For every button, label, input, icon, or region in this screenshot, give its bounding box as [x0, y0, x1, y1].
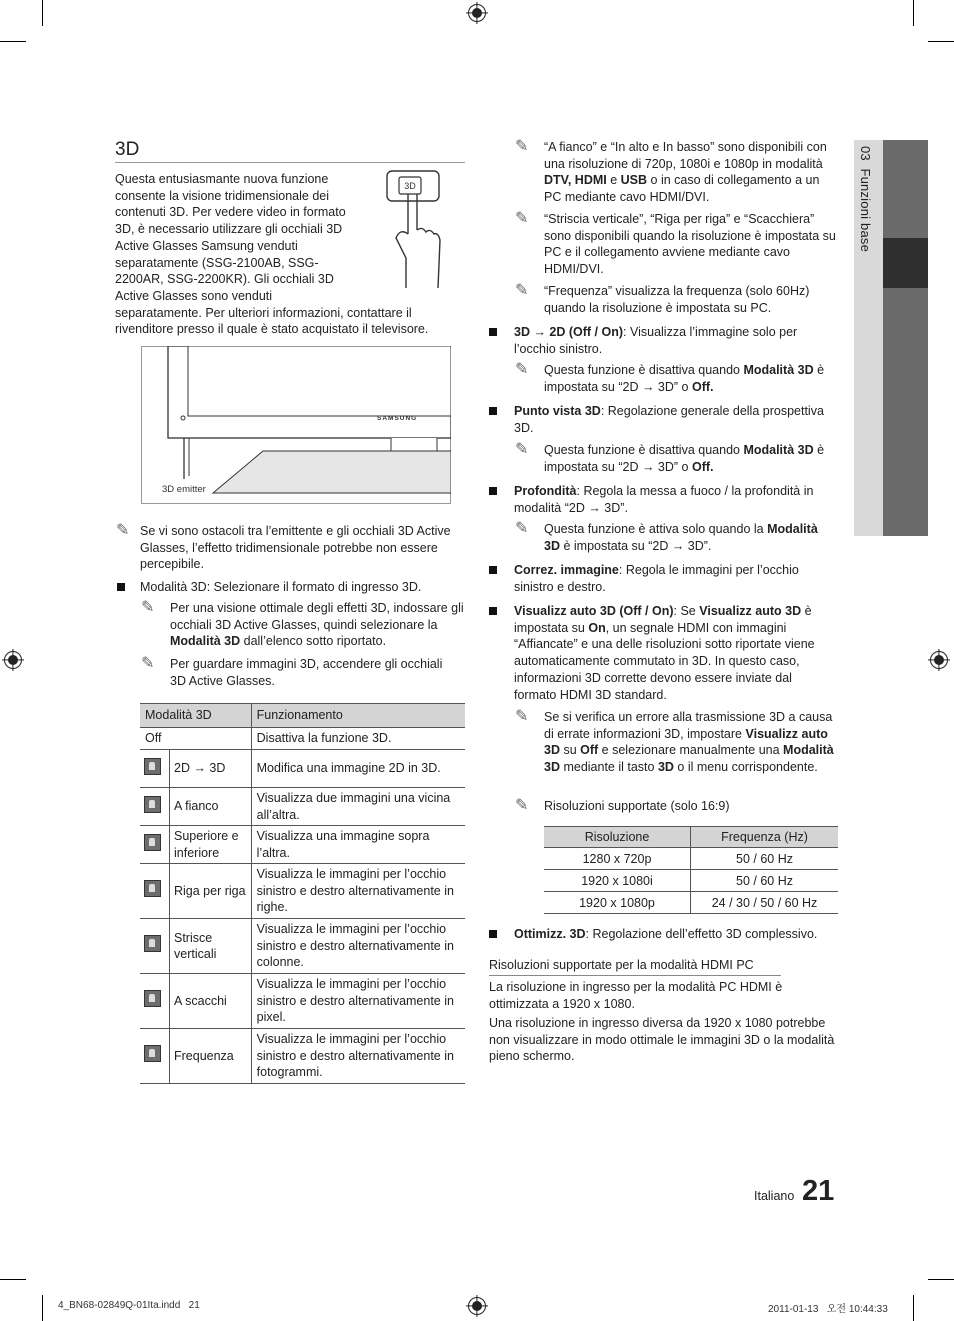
bullet-punto-vista-note [544, 442, 836, 475]
table-row [140, 864, 465, 919]
bold-span: DTV, HDMI [544, 173, 607, 188]
bullet-visualizz [514, 603, 836, 703]
bold-span: 3D [657, 760, 674, 775]
text-span: è impostata su “2D → 3D”. [559, 538, 712, 553]
crop-mark [42, 0, 43, 26]
right-note-3: “Frequenza” visualizza la frequenza (solo 60Hz) quando la risoluzione è impostata su PC. [544, 284, 810, 315]
text-span: “A fianco” e “In alto e In basso” sono disponibili con una risoluzione di 720p, 1080i e 1080p in modalità [544, 140, 827, 171]
bullet-ottimizz [514, 926, 836, 943]
text-span: : Se [673, 604, 700, 618]
table-cell: Off [140, 728, 251, 750]
mode-line-by-line-icon [144, 880, 161, 897]
table-cell: 50 / 60 Hz [691, 870, 839, 892]
text-span: su [559, 743, 581, 758]
table-cell: 24 / 30 / 50 / 60 Hz [691, 892, 839, 914]
crop-mark [928, 41, 954, 42]
mode-2d3d-icon [144, 758, 161, 775]
note-icon: ✎ [515, 797, 529, 814]
note-icon: ✎ [515, 441, 529, 458]
text-span: : Regolazione dell’effetto 3D complessivo. [585, 927, 818, 941]
table-header: Risoluzione [544, 827, 691, 848]
table-header: Frequenza (Hz) [691, 827, 839, 848]
emitter-label: 3D emitter [162, 484, 206, 495]
registration-mark-icon [468, 1297, 486, 1315]
crop-mark [0, 41, 26, 42]
bullet-visualizz-note-2: Risoluzioni supportate (solo 16:9) [544, 799, 730, 813]
table-cell: Strisce verticali [170, 919, 252, 974]
note-icon: ✎ [515, 520, 529, 537]
note-icon: ✎ [515, 138, 529, 155]
resolution-table [544, 826, 838, 914]
bold-span: Modalità 3D [743, 443, 814, 457]
bold-span: Visualizz auto 3D [699, 604, 802, 618]
crop-mark [913, 0, 914, 26]
mode-top-bottom-icon [144, 834, 161, 851]
bullet-profondita [514, 483, 836, 516]
table-cell: Visualizza le immagini per l’occhio sinistro e destro alternativamente in colonne. [251, 919, 465, 974]
table-row [140, 728, 465, 750]
text-span: Per una visione ottimale degli effetti 3D, indossare gli occhiali 3D Active Glasses, quindi selezionare la [170, 601, 464, 632]
bold-span: USB [620, 173, 648, 188]
table-cell: Visualizza due immagini una vicina all’altra. [251, 788, 465, 826]
mode-frequency-icon [144, 1045, 161, 1062]
table-row [140, 974, 465, 1029]
table-cell: A scacchi [170, 974, 252, 1029]
text-span: è impostata su “2D → 3D” o [544, 363, 825, 394]
side-tab-label: 03 Funzioni base [858, 146, 873, 253]
crop-mark [42, 1295, 43, 1321]
note-icon: ✎ [515, 282, 529, 299]
table-cell: Disattiva la funzione 3D. [251, 728, 465, 750]
bold-span: Visualizz auto 3D (Off / On) [514, 604, 674, 618]
table-header: Funzionamento [251, 704, 465, 728]
bullet-profondita-note [544, 521, 836, 554]
crop-mark [0, 1279, 26, 1280]
bullet-icon [489, 566, 497, 574]
bold-span: Modalità 3D [743, 363, 814, 377]
table-cell: Visualizza le immagini per l’occhio sinistro e destro alternativamente in fotogrammi. [251, 1029, 465, 1084]
mode-subnote-2: Per guardare immagini 3D, accendere gli occhiali 3D Active Glasses. [170, 657, 443, 688]
mode-checkerboard-icon [144, 990, 161, 1007]
side-tab-marker [883, 238, 928, 288]
text-span: Questa funzione è attiva solo quando la [544, 522, 768, 536]
bold-span: Ottimizz. 3D [514, 927, 586, 941]
footer-file: 4_BN68-02849Q-01Ita.indd 21 [58, 1300, 200, 1311]
table-row [544, 892, 838, 914]
text-span: e selezionare manualmente una [598, 743, 784, 758]
hdmi-pc-para-2: Una risoluzione in ingresso diversa da 1920 x 1080 potrebbe non visualizzare in modo ottimale le immagini 3D o la modalità pieno schermo. [489, 1016, 835, 1064]
bold-span: Visualizz auto 3D [544, 726, 828, 758]
bold-span: Correz. immagine [514, 563, 619, 577]
text-span: dall’elenco sotto riportato. [240, 634, 387, 649]
mode-side-by-side-icon [144, 796, 161, 813]
table-cell: Superiore e inferiore [170, 826, 252, 864]
text-span: e [606, 173, 621, 188]
intro-paragraph [115, 171, 445, 338]
table-row [544, 848, 838, 870]
right-note-2: “Striscia verticale”, “Riga per riga” e “Scacchiera” sono disponibili quando la risoluzione è impostata su PC e il collegamento avviene mediante cavo HDMI/DVI. [544, 212, 836, 277]
side-tab-strip [883, 140, 928, 238]
page-number: 21 [802, 1175, 835, 1207]
bullet-visualizz-note [544, 709, 836, 776]
table-cell: Riga per riga [170, 864, 252, 919]
registration-mark-icon [468, 4, 486, 22]
hdmi-pc-subheading: Risoluzioni supportate per la modalità HDMI PC [489, 958, 754, 972]
bold-span: Punto vista 3D [514, 404, 601, 418]
crop-mark [928, 1279, 954, 1280]
section-title-rule [115, 162, 465, 163]
table-row [140, 919, 465, 974]
mode-subnote-1 [170, 600, 465, 650]
table-cell: 1280 x 720p [544, 848, 691, 870]
bullet-icon [117, 583, 125, 591]
bullet-icon [489, 487, 497, 495]
table-cell: 50 / 60 Hz [691, 848, 839, 870]
bold-span: Off [580, 743, 599, 758]
text-span: : Regola la messa a fuoco / la profondità in modalità “2D → 3D”. [514, 484, 814, 515]
registration-mark-icon [930, 651, 948, 669]
table-cell: 1920 x 1080i [544, 870, 691, 892]
bold-span: Off. [691, 379, 714, 394]
mode-bullet [140, 579, 460, 596]
mode-table [140, 703, 465, 1084]
table-row [140, 788, 465, 826]
bold-span: Profondità [514, 484, 577, 498]
table-cell: Visualizza le immagini per l’occhio sinistro e destro alternativamente in righe. [251, 864, 465, 919]
obstacles-note: Se vi sono ostacoli tra l’emittente e gli occhiali 3D Active Glasses, l’effetto tridimensionale potrebbe non essere percepibile. [140, 524, 451, 572]
hdmi-pc-para-1: La risoluzione in ingresso per la modalità PC HDMI è ottimizzata a 1920 x 1080. [489, 980, 783, 1011]
bold-span: On [588, 620, 606, 635]
footer-language: Italiano [754, 1189, 795, 1203]
table-cell: Visualizza le immagini per l’occhio sinistro e destro alternativamente in pixel. [251, 974, 465, 1029]
bullet-punto-vista [514, 403, 836, 436]
table-cell: Modifica una immagine 2D in 3D. [251, 750, 465, 788]
note-icon: ✎ [515, 708, 529, 725]
bold-span: Off. [691, 459, 714, 474]
text-span: o il menu corrispondente. [673, 760, 818, 775]
text-span: : Visualizza l’immagine solo per l’occhio sinistro. [514, 325, 798, 356]
text-span: Questa funzione è disattiva quando [544, 363, 744, 377]
note-icon: ✎ [515, 210, 529, 227]
bullet-icon [489, 930, 497, 938]
text-span: : Regolazione generale della prospettiva 3D. [514, 404, 824, 435]
text-span: Questa funzione è disattiva quando [544, 443, 744, 457]
text-span: è impostata su “2D → 3D” o [544, 443, 825, 474]
table-cell: A fianco [170, 788, 252, 826]
mode-desc: : Selezionare il formato di ingresso 3D. [206, 580, 422, 594]
text-span: : Regola le immagini per l’occhio sinistro e destro. [514, 563, 799, 594]
note-icon: ✎ [141, 599, 155, 616]
table-cell: Frequenza [170, 1029, 252, 1084]
tv-brand-label: SAMSUNG [377, 415, 418, 422]
text-span: Se si verifica un errore alla trasmissione 3D a causa di errate informazioni 3D, impostare [544, 710, 833, 741]
text-span: o in caso di collegamento a un PC mediante cavo HDMI/DVI. [544, 173, 820, 205]
registration-mark-icon [4, 651, 22, 669]
table-row [140, 1029, 465, 1084]
footer-date: 2011-01-13 오전 10:44:33 [768, 1304, 888, 1315]
table-cell: 2D → 3D [170, 750, 252, 788]
text-span: è impostata su [514, 604, 812, 635]
bold-span: Modalità 3D [170, 634, 241, 649]
bullet-icon [489, 407, 497, 415]
bold-span: 3D → 2D (Off / On) [514, 325, 624, 339]
tv-emitter-illustration [141, 346, 451, 504]
note-icon: ✎ [116, 522, 130, 539]
table-cell: Visualizza una immagine sopra l’altra. [251, 826, 465, 864]
table-header: Modalità 3D [140, 704, 251, 728]
crop-mark [913, 1295, 914, 1321]
table-cell: 1920 x 1080p [544, 892, 691, 914]
bullet-correz [514, 562, 836, 595]
mode-label: Modalità 3D [140, 580, 207, 594]
table-row [140, 826, 465, 864]
right-note-1 [544, 139, 836, 206]
bullet-3d-2d-note [544, 362, 836, 395]
text-span: , un segnale HDMI con immagini “Affiancate” e una delle risoluzioni sotto riportate viene automaticamente commutato in 3D. In questo caso, informazioni 3D corrette devono essere inviate dal formato HDMI 3D standard. [514, 620, 815, 702]
mode-vertical-stripe-icon [144, 935, 161, 952]
bullet-3d-2d [514, 324, 836, 357]
table-row [140, 750, 465, 788]
bold-span: Modalità 3D [544, 743, 834, 775]
bullet-icon [489, 607, 497, 615]
remote-3d-button-label: 3D [404, 181, 416, 191]
intro-text: Questa entusiasmante nuova funzione consente la visione tridimensionale dei contenuti 3D. Per vedere video in formato 3D, è necessario utilizzare gli occhiali 3D Active Glasses Samsung venduti separatamente (SSG-2100AB, SSG-2200AR, SSG-2200KR). Gli occhiali 3D Active Glasses sono venduti separatamente. Per ulteriori informazioni, contattare il rivenditore presso il quale è stato acquistato il televisore. [115, 172, 429, 337]
bold-span: Modalità 3D [544, 522, 818, 553]
table-row [544, 870, 838, 892]
note-icon: ✎ [515, 361, 529, 378]
bullet-icon [489, 328, 497, 336]
section-title: 3D [115, 139, 140, 160]
subheading-rule [489, 975, 781, 976]
note-icon: ✎ [141, 655, 155, 672]
side-tab-strip [883, 288, 928, 536]
text-span: mediante il tasto [559, 760, 658, 775]
